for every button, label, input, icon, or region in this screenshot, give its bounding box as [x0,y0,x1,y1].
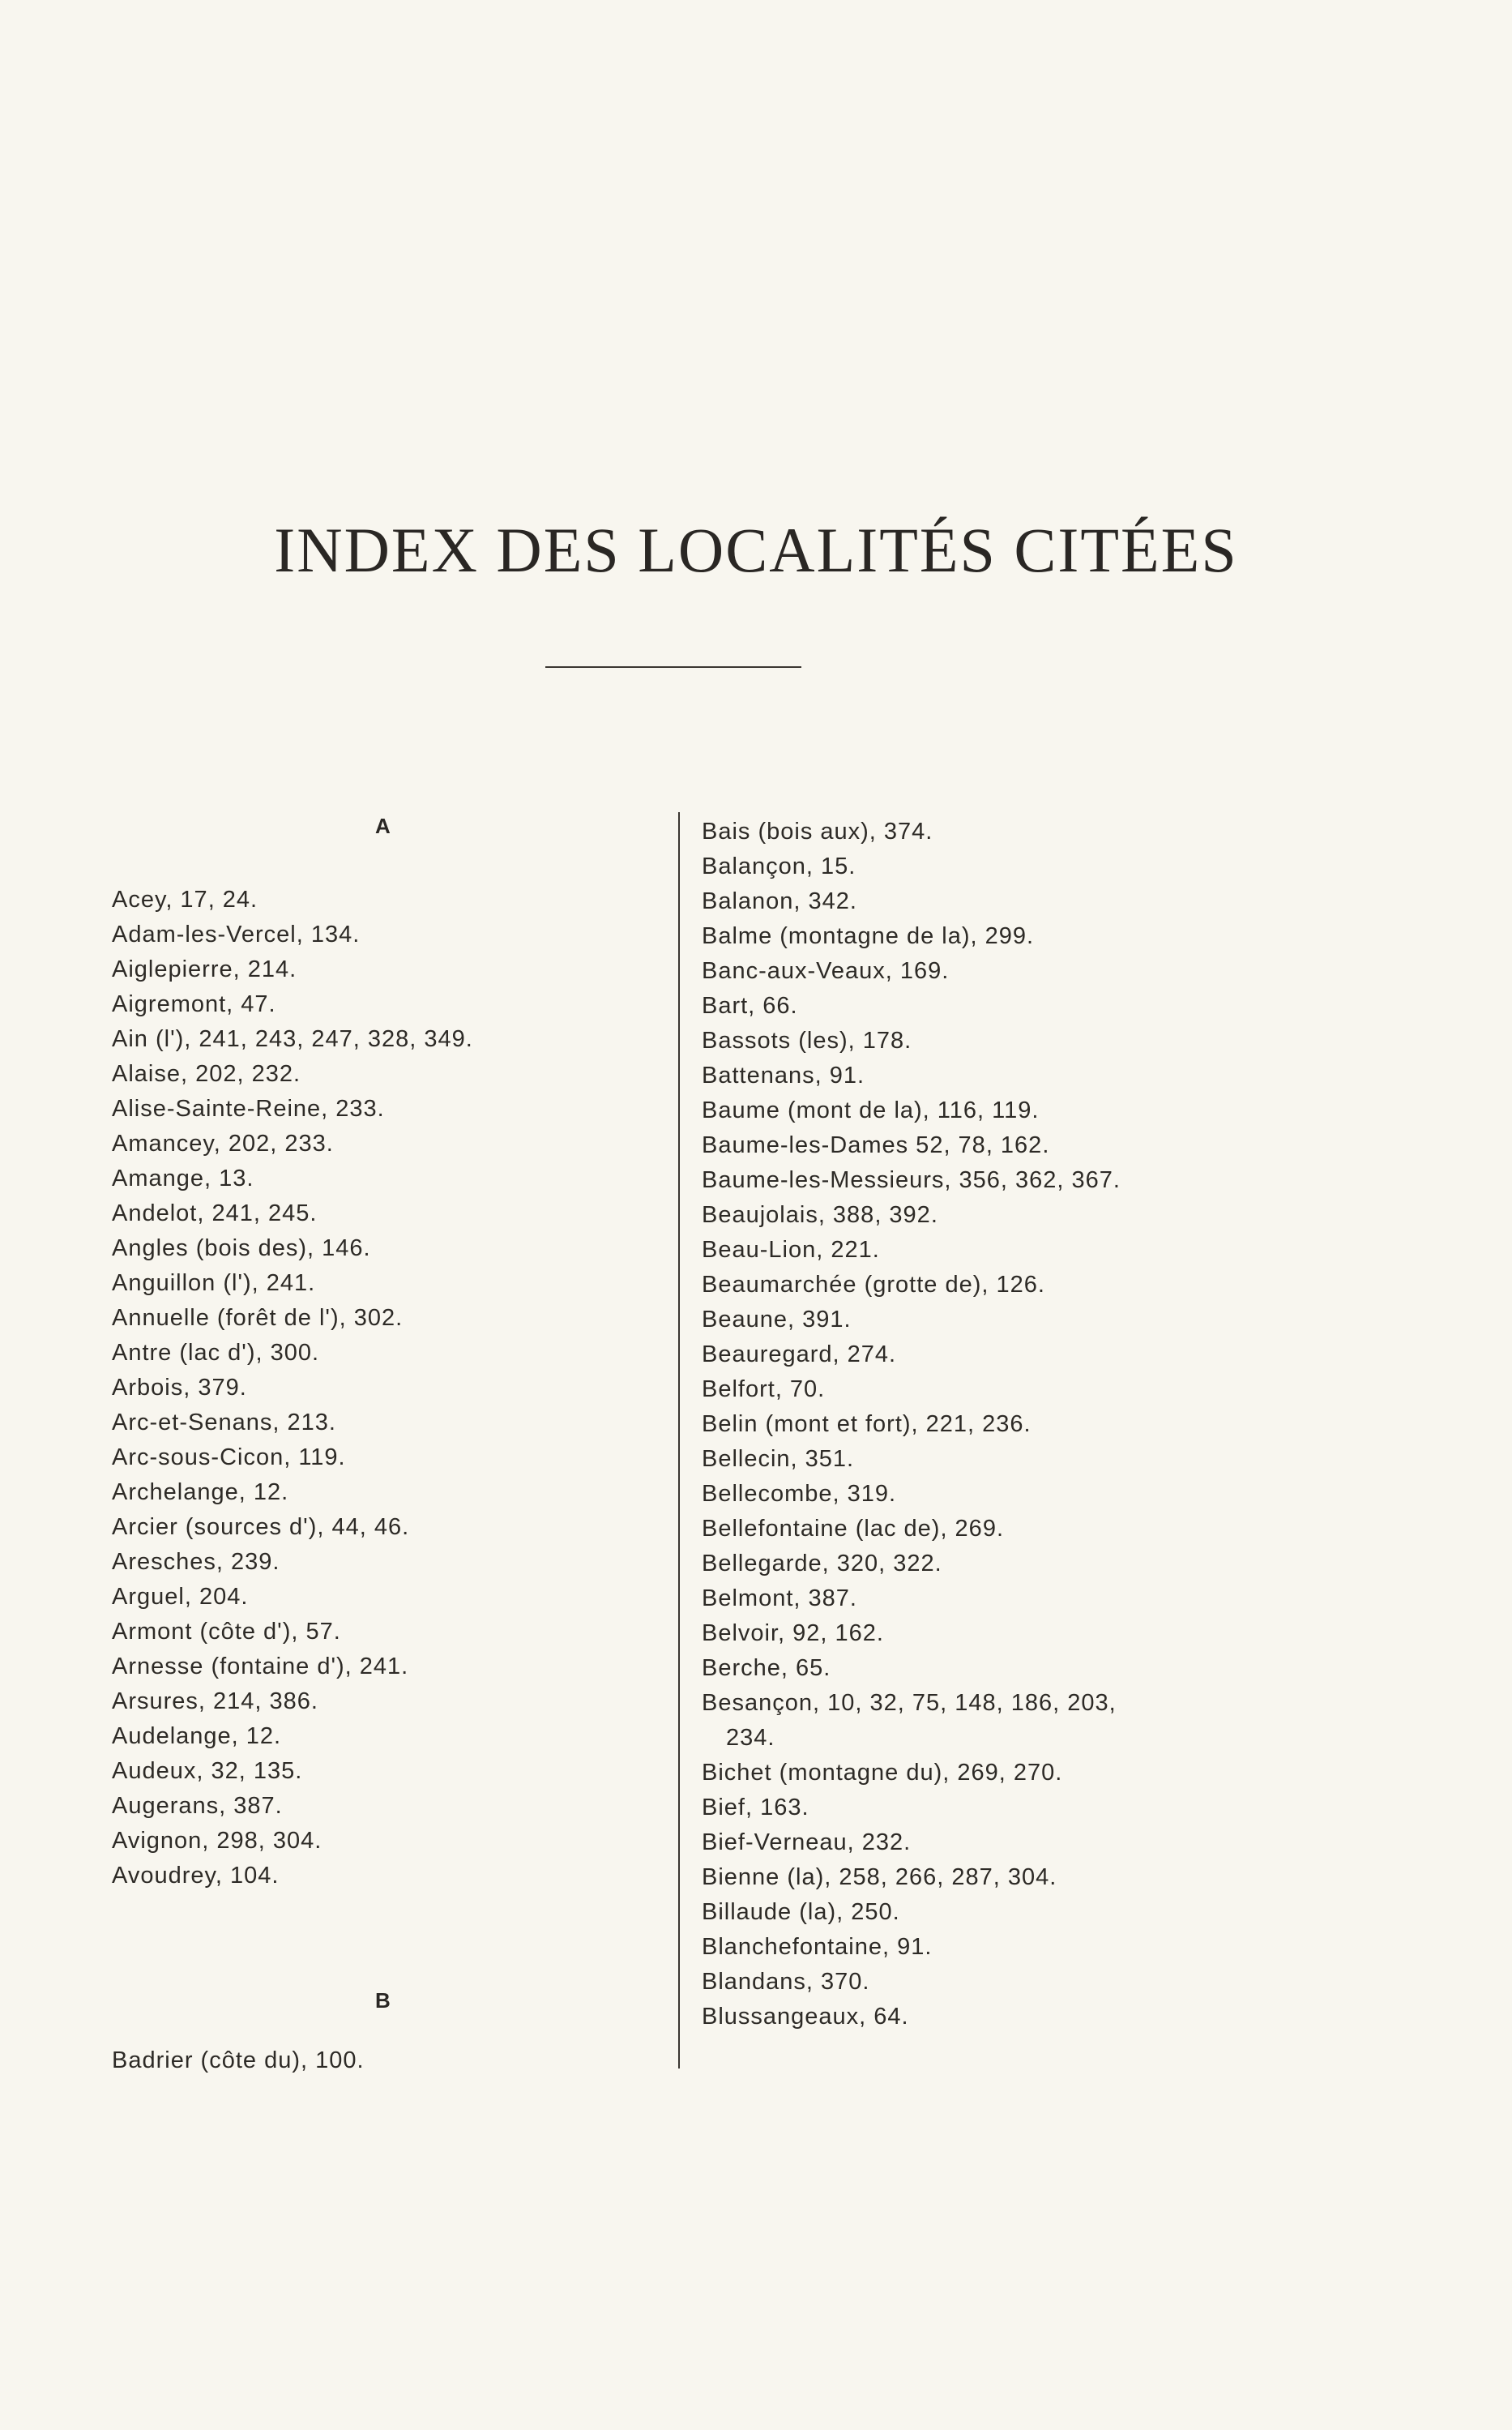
index-entry: Antre (lac d'), 300. [112,1340,320,1366]
index-entry: Battenans, 91. [702,1063,865,1089]
index-entry: Bellefontaine (lac de), 269. [702,1516,1004,1542]
index-entry: Beau-Lion, 221. [702,1237,880,1263]
index-entry: Audelange, 12. [112,1723,282,1749]
index-entry: Baume (mont de la), 116, 119. [702,1097,1040,1123]
section-letter-b: B [375,1988,391,2013]
index-entry: Baume-les-Messieurs, 356, 362, 367. [702,1167,1121,1193]
index-entry: Arc-et-Senans, 213. [112,1410,336,1435]
index-entry: Avignon, 298, 304. [112,1828,322,1854]
index-entry: Bellecin, 351. [702,1446,855,1472]
index-entry: Billaude (la), 250. [702,1899,900,1925]
index-entry: Adam-les-Vercel, 134. [112,922,361,948]
index-entry: Belmont, 387. [702,1585,857,1611]
index-entry: Anguillon (l'), 241. [112,1270,316,1296]
index-entry: Amange, 13. [112,1166,254,1191]
index-entry: Bichet (montagne du), 269, 270. [702,1760,1063,1786]
index-entry: Bais (bois aux), 374. [702,819,933,845]
index-entry: Arguel, 204. [112,1584,249,1610]
index-entry: Arcier (sources d'), 44, 46. [112,1514,410,1540]
index-entry: Armont (côte d'), 57. [112,1619,341,1645]
index-entry: Belin (mont et fort), 221, 236. [702,1411,1031,1437]
index-entry: Bellegarde, 320, 322. [702,1551,942,1577]
index-entry: Blandans, 370. [702,1969,870,1995]
index-entry: Balançon, 15. [702,853,856,879]
index-entry: Annuelle (forêt de l'), 302. [112,1305,404,1331]
index-entry: Audeux, 32, 135. [112,1758,303,1784]
index-entry: Berche, 65. [702,1655,831,1681]
section-letter-a: A [375,814,391,838]
index-entry: Bassots (les), 178. [702,1028,912,1054]
index-entry: Besançon, 10, 32, 75, 148, 186, 203, [702,1690,1117,1716]
index-entry: Beaujolais, 388, 392. [702,1202,938,1228]
index-entry: Banc-aux-Veaux, 169. [702,958,950,984]
index-entry: Balanon, 342. [702,888,857,914]
index-entry: Beaumarchée (grotte de), 126. [702,1272,1045,1298]
index-entry: Beaune, 391. [702,1307,852,1333]
index-entry: Andelot, 241, 245. [112,1200,318,1226]
index-entry: Bellecombe, 319. [702,1481,897,1507]
index-entry: Bart, 66. [702,993,798,1019]
index-entry: Alise-Sainte-Reine, 233. [112,1096,385,1122]
index-entry: Arbois, 379. [112,1375,247,1401]
index-entry: Baume-les-Dames 52, 78, 162. [702,1132,1050,1158]
index-entry: Bief-Verneau, 232. [702,1829,912,1855]
title-rule [545,666,801,668]
page-title: INDEX DES LOCALITÉS CITÉES [274,515,1238,585]
index-entry: Arc-sous-Cicon, 119. [112,1444,346,1470]
index-entry-continuation: 234. [726,1725,775,1751]
index-entry: Acey, 17, 24. [112,887,258,913]
index-entry: Aiglepierre, 214. [112,956,297,982]
index-entry: Belvoir, 92, 162. [702,1620,884,1646]
index-entry: Aigremont, 47. [112,991,276,1017]
index-entry: Badrier (côte du), 100. [112,2047,365,2073]
column-divider [678,812,680,2068]
index-entry: Angles (bois des), 146. [112,1235,371,1261]
index-entry: Aresches, 239. [112,1549,280,1575]
index-entry: Belfort, 70. [702,1376,826,1402]
index-entry: Avoudrey, 104. [112,1863,280,1889]
index-entry: Ain (l'), 241, 243, 247, 328, 349. [112,1026,473,1052]
index-entry: Beauregard, 274. [702,1341,897,1367]
index-entry: Blussangeaux, 64. [702,2004,909,2030]
index-entry: Augerans, 387. [112,1793,283,1819]
index-entry: Arsures, 214, 386. [112,1688,318,1714]
index-entry: Blanchefontaine, 91. [702,1934,933,1960]
index-entry: Amancey, 202, 233. [112,1131,334,1157]
index-entry: Bienne (la), 258, 266, 287, 304. [702,1864,1057,1890]
index-entry: Archelange, 12. [112,1479,289,1505]
index-entry: Balme (montagne de la), 299. [702,923,1035,949]
index-entry: Arnesse (fontaine d'), 241. [112,1654,409,1679]
index-entry: Bief, 163. [702,1795,809,1820]
index-entry: Alaise, 202, 232. [112,1061,301,1087]
